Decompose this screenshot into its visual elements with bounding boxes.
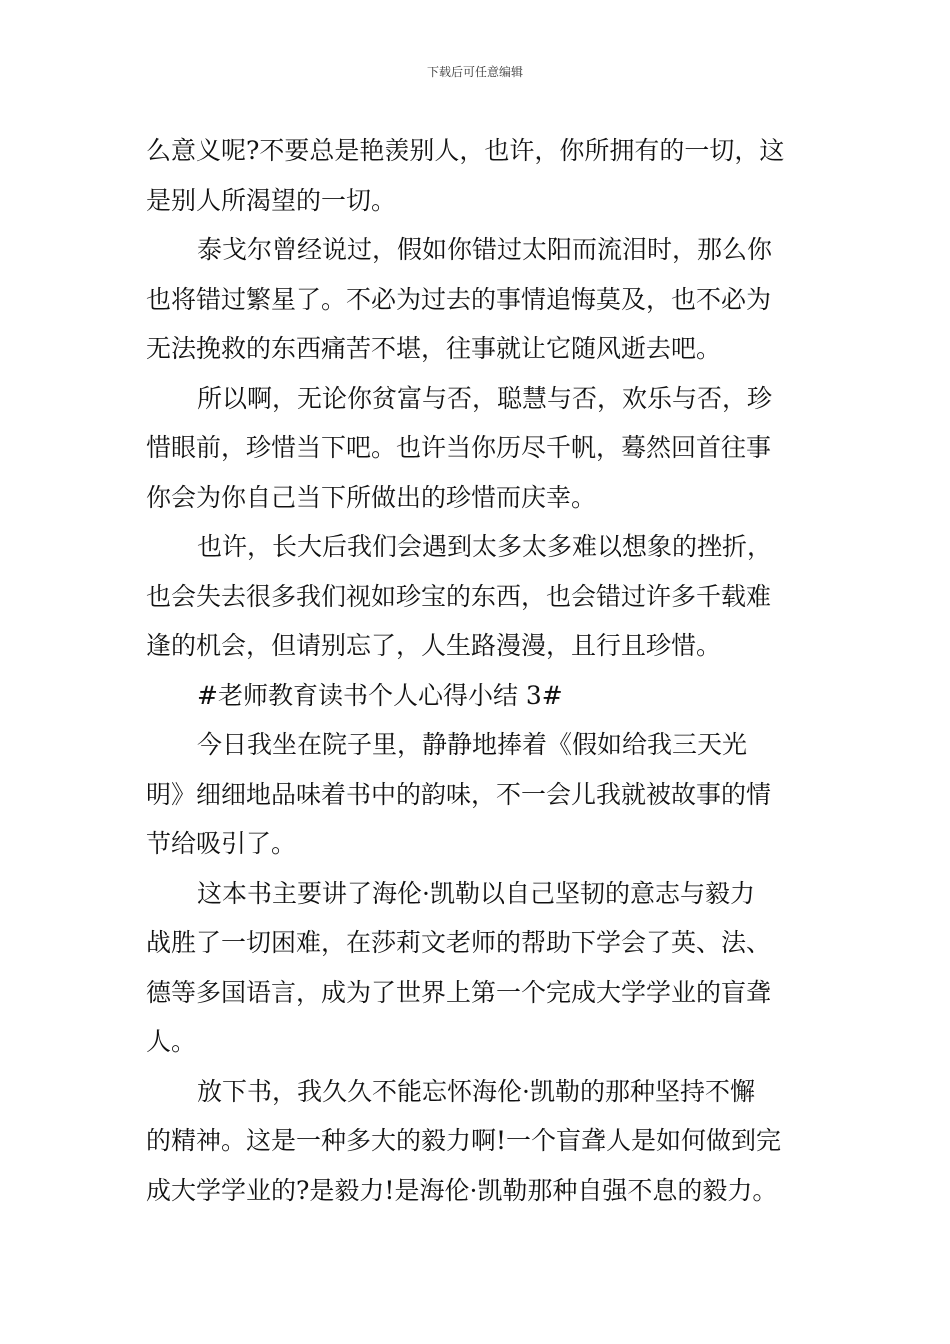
line-text: 也将错过繁星了。不必为过去的事情追悔莫及，也不必为 bbox=[146, 284, 772, 314]
line-text: 成大学学业的?是毅力!是海伦·凯勒那种自强不息的毅力。 bbox=[146, 1175, 778, 1205]
page-header: 下载后可任意编辑 bbox=[426, 65, 523, 79]
line-text: 德等多国语言，成为了世界上第一个完成大学学业的盲聋 bbox=[146, 977, 772, 1007]
paragraph-first-line bbox=[146, 374, 811, 424]
paragraph-line bbox=[146, 423, 811, 473]
paragraph-line bbox=[146, 473, 811, 523]
body-text bbox=[146, 126, 811, 1215]
line-text: 的精神。这是一种多大的毅力啊!一个盲聋人是如何做到完 bbox=[146, 1126, 782, 1155]
paragraph-first-line bbox=[146, 225, 811, 275]
line-text: 惜眼前，珍惜当下吧。也许当你历尽千帆，蓦然回首往事 bbox=[146, 433, 772, 462]
paragraph-line bbox=[146, 126, 811, 176]
paragraph-line bbox=[146, 819, 811, 869]
paragraph-line bbox=[146, 1116, 811, 1166]
paragraph-line bbox=[146, 621, 811, 671]
paragraph-first-line bbox=[146, 869, 811, 919]
paragraph-line bbox=[146, 1166, 811, 1216]
line-text: 明》细细地品味着书中的韵味，不一会儿我就被故事的情 bbox=[146, 779, 772, 809]
paragraph-line bbox=[146, 324, 811, 374]
paragraph-line bbox=[146, 968, 811, 1018]
paragraph-line bbox=[146, 572, 811, 622]
paragraph-first-line bbox=[146, 522, 811, 572]
line-text: 节给吸引了。 bbox=[146, 829, 297, 858]
line-text: #老师教育读书个人心得小结 3# bbox=[197, 680, 563, 710]
line-text: 泰戈尔曾经说过，假如你错过太阳而流泪时，那么你 bbox=[197, 235, 773, 264]
paragraph-line bbox=[146, 1017, 811, 1067]
line-text: 战胜了一切困难，在莎莉文老师的帮助下学会了英、法、 bbox=[146, 928, 772, 957]
line-text: 么意义呢?不要总是艳羡别人，也许，你所拥有的一切，这 bbox=[146, 136, 785, 165]
line-text: 无法挽救的东西痛苦不堪，往事就让它随风逝去吧。 bbox=[146, 334, 722, 363]
line-text: 这本书主要讲了海伦·凯勒以自己坚韧的意志与毅力 bbox=[197, 878, 755, 908]
line-text: 也会失去很多我们视如珍宝的东西，也会错过许多千载难 bbox=[146, 581, 772, 611]
line-text: 人。 bbox=[146, 1027, 197, 1056]
paragraph-line bbox=[146, 176, 811, 226]
line-text: 是别人所渴望的一切。 bbox=[146, 185, 397, 215]
line-text: 逢的机会，但请别忘了，人生路漫漫，且行且珍惜。 bbox=[146, 631, 722, 660]
paragraph-first-line bbox=[146, 720, 811, 770]
paragraph-line bbox=[146, 918, 811, 968]
paragraph-first-line bbox=[146, 671, 811, 721]
line-text: 也许，长大后我们会遇到太多太多难以想象的挫折， bbox=[197, 532, 773, 561]
line-text: 今日我坐在院子里，静静地捧着《假如给我三天光 bbox=[197, 730, 748, 759]
paragraph-line bbox=[146, 770, 811, 820]
line-text: 所以啊，无论你贫富与否，聪慧与否，欢乐与否，珍 bbox=[197, 383, 773, 413]
line-text: 放下书，我久久不能忘怀海伦·凯勒的那种坚持不懈 bbox=[197, 1076, 755, 1106]
paragraph-first-line bbox=[146, 1067, 811, 1117]
paragraph-line bbox=[146, 275, 811, 325]
line-text: 你会为你自己当下所做出的珍惜而庆幸。 bbox=[146, 482, 597, 512]
